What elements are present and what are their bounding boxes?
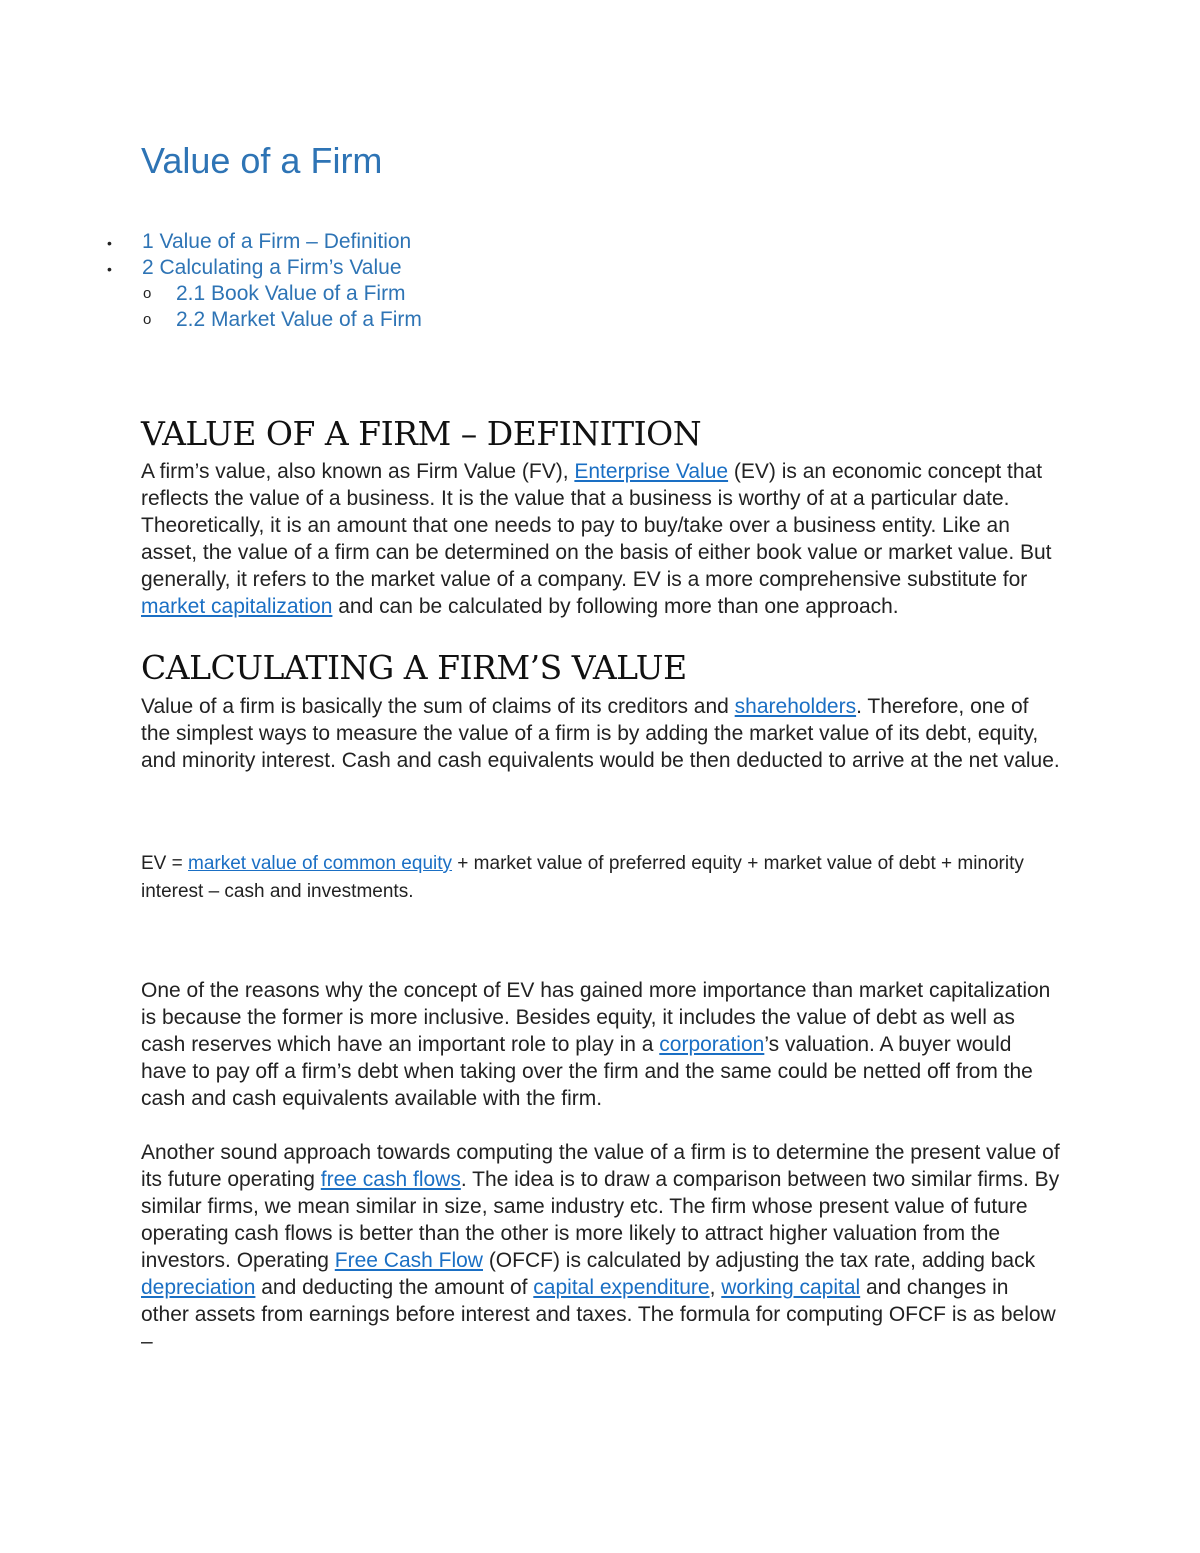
- shareholders-link[interactable]: shareholders: [734, 695, 857, 718]
- text-run: . The idea is to draw a comparison between two similar firms. By similar firms, we mean similar in size, same industry etc. The firm whose present value of future operating cash flows is better than the other is more likely to attract higher valuation from the investors. Operating: [141, 1168, 1060, 1272]
- capital-expenditure-link[interactable]: capital expenditure: [533, 1276, 710, 1299]
- free-cash-flows-link[interactable]: free cash flows: [320, 1168, 461, 1191]
- working-capital-link[interactable]: working capital: [721, 1276, 861, 1299]
- bullet-icon: •: [107, 261, 112, 277]
- toc-item[interactable]: [107, 255, 422, 281]
- text-run: . Therefore, one of the simplest ways to measure the value of a firm is by adding the market value of its debt, equity, and minority interest. Cash and cash equivalents would be then deducted to arrive at the net value.: [141, 695, 1060, 772]
- market-value-of-common-equity-link[interactable]: market value of common equity: [188, 853, 453, 874]
- section-heading-calculating: CALCULATING A FIRM’S VALUE: [141, 648, 687, 687]
- toc-subitem[interactable]: [141, 307, 422, 333]
- definition-paragraph: [141, 458, 1061, 620]
- enterprise-value-link[interactable]: Enterprise Value: [574, 460, 729, 483]
- ev-formula: [141, 850, 1061, 906]
- text-run: EV =: [141, 853, 188, 874]
- toc-item-label[interactable]: 2.1 Book Value of a Firm: [176, 282, 406, 305]
- toc-subitem[interactable]: [141, 281, 422, 307]
- text-run: and deducting the amount of: [255, 1276, 534, 1299]
- toc-item[interactable]: [107, 229, 422, 255]
- text-run: ,: [709, 1276, 722, 1299]
- text-run: ’s valuation. A buyer would have to pay off a firm’s debt when taking over the firm and the same could be netted off from the cash and cash equivalents available with the firm.: [141, 1033, 1033, 1110]
- text-run: + market value of preferred equity + market value of debt + minority interest – cash and investments.: [141, 853, 1024, 902]
- calculating-paragraph: [141, 693, 1061, 774]
- toc-item-label[interactable]: 1 Value of a Firm – Definition: [142, 230, 412, 253]
- text-run: A firm’s value, also known as Firm Value (FV),: [141, 460, 575, 483]
- circle-bullet-icon: o: [143, 311, 152, 328]
- free-cash-flow-link[interactable]: Free Cash Flow: [334, 1249, 483, 1272]
- text-run: and changes in other assets from earnings before interest and taxes. The formula for computing OFCF is as below –: [141, 1276, 1056, 1353]
- bullet-icon: •: [107, 235, 112, 251]
- ev-importance-paragraph: [141, 977, 1061, 1112]
- text-run: One of the reasons why the concept of EV has gained more importance than market capitalization is because the former is more inclusive. Besides equity, it includes the value of debt as well as cash reserves which have an important role to play in a: [141, 979, 1051, 1056]
- text-run: Value of a firm is basically the sum of claims of its creditors and: [141, 695, 735, 718]
- text-run: Another sound approach towards computing the value of a firm is to determine the present value of its future operating: [141, 1141, 1060, 1191]
- depreciation-link[interactable]: depreciation: [141, 1276, 256, 1299]
- text-run: (OFCF) is calculated by adjusting the tax rate, adding back: [482, 1249, 1036, 1272]
- section-heading-definition: VALUE OF A FIRM – DEFINITION: [141, 414, 702, 453]
- market-capitalization-link[interactable]: market capitalization: [141, 595, 333, 618]
- text-run: (EV) is an economic concept that reflects the value of a business. It is the value that a business is worthy of at a particular date. Theoretically, it is an amount that one needs to pay to buy/take over a business entity. Like an asset, the value of a firm can be determined on the basis of either book value or market value. But generally, it refers to the market value of a company. EV is a more comprehensive substitute for: [141, 460, 1052, 591]
- toc-item-label[interactable]: 2 Calculating a Firm’s Value: [142, 256, 402, 279]
- corporation-link[interactable]: corporation: [659, 1033, 765, 1056]
- document-title: Value of a Firm: [141, 140, 383, 181]
- table-of-contents: [107, 229, 422, 333]
- circle-bullet-icon: o: [143, 285, 152, 302]
- text-run: and can be calculated by following more than one approach.: [332, 595, 899, 618]
- ofcf-paragraph: [141, 1139, 1061, 1355]
- toc-item-label[interactable]: 2.2 Market Value of a Firm: [176, 308, 422, 331]
